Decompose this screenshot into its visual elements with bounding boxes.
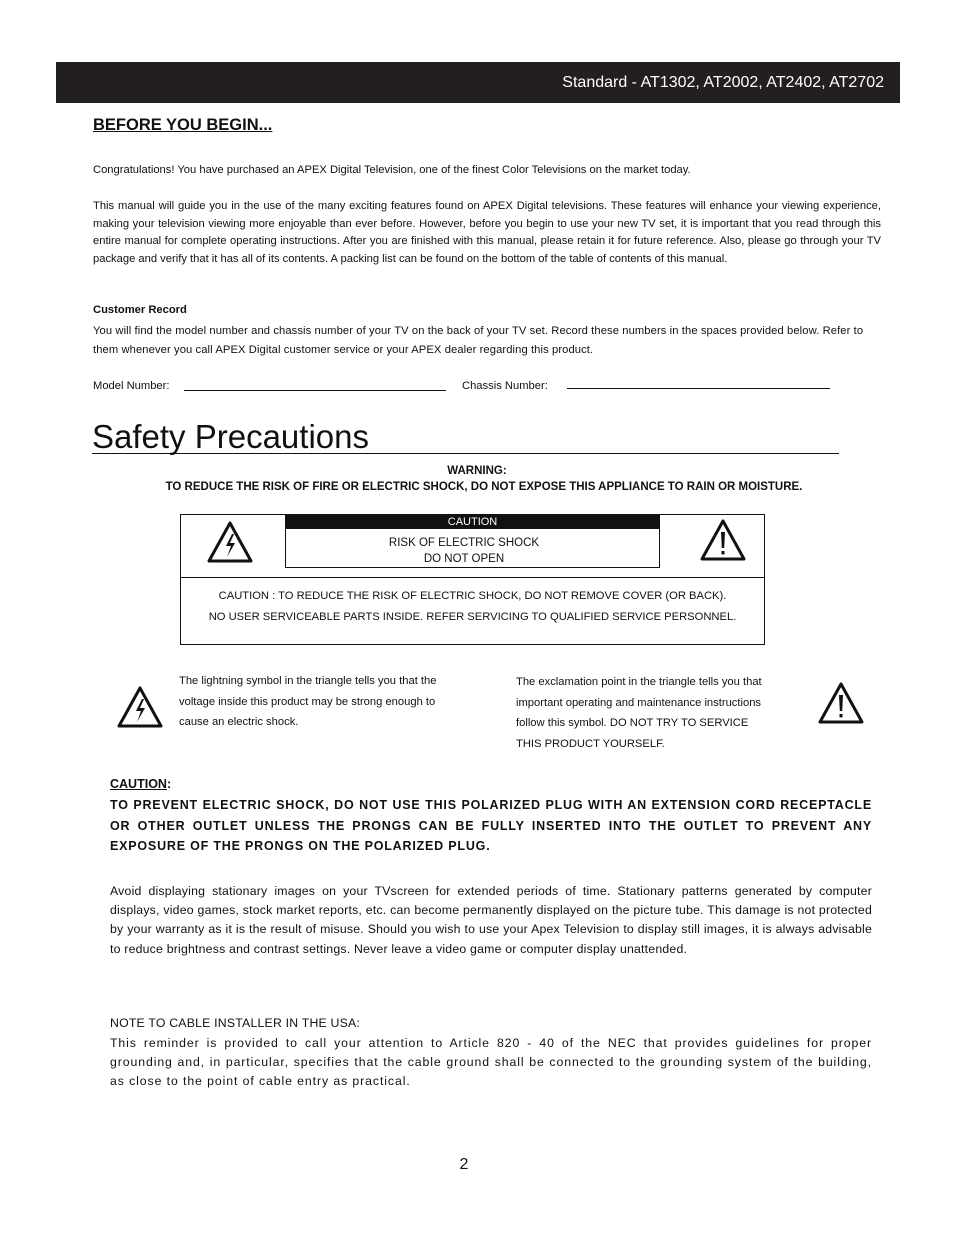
caution-line-1: CAUTION : TO REDUCE THE RISK OF ELECTRIC SHOCK, DO NOT REMOVE COVER (OR BACK). — [218, 590, 727, 602]
caution-line-2: NO USER SERVICEABLE PARTS INSIDE. REFER SERVICING TO QUALIFIED SERVICE PERSONNEL. — [208, 611, 737, 623]
lightning-triangle-icon — [206, 520, 254, 564]
exclamation-triangle-icon — [817, 681, 865, 725]
manual-paragraph: This manual will guide you in the use of the many exciting features found on APEX Digital televisions. These features will enhance your viewing experience, making your television viewing more enjoyable than ever before. However, before you begin to use your new TV set, it is important that you read through this entire manual for complete operating instructions. After you are finished with this manual, please retain it for future reference. Also, please go through your TV package and verify that it has all of its contents. A packing list can be found on the bottom of the table of contents of this manual. — [93, 200, 881, 265]
exclamation-line: The exclamation point in the triangle tells you that — [516, 676, 762, 688]
customer-record-title: Customer Record — [93, 304, 187, 316]
lightning-description — [179, 671, 436, 733]
safety-title-rule — [92, 453, 839, 454]
polarized-plug-caution: TO PREVENT ELECTRIC SHOCK, DO NOT USE THIS POLARIZED PLUG WITH AN EXTENSION CORD RECEPTACLE OR OTHER OUTLET UNLESS THE PRONGS CAN BE FULLY INSERTED INTO THE OUTLET TO PREVENT ANY EXPOSURE OF THE PRONGS ON THE POLARIZED PLUG. — [110, 798, 872, 853]
caution-label-text: CAUTION — [110, 777, 167, 791]
model-number-line[interactable] — [184, 390, 446, 391]
cable-installer-title: NOTE TO CABLE INSTALLER IN THE USA: — [110, 1016, 361, 1030]
warning-text: TO REDUCE THE RISK OF FIRE OR ELECTRIC SHOCK, DO NOT EXPOSE THIS APPLIANCE TO RAIN OR MOISTURE. — [165, 481, 803, 493]
stationary-images-paragraph: Avoid displaying stationary images on your TVscreen for extended periods of time. Stationary patterns generated by computer displays, video games, stock market reports, etc. can become permanently displayed on the picture tube. This damage is not protected by your warranty as it is the result of misuse. Should you wish to use your Apex Television to display still images, it is always advisable to reduce brightness and contrast settings. Never leave a video game or computer display unattended. — [110, 884, 872, 956]
warning-title: WARNING: — [447, 465, 507, 477]
before-heading: BEFORE YOU BEGIN... — [93, 116, 273, 134]
lightning-triangle-icon — [116, 685, 164, 729]
header-title: Standard - AT1302, AT2002, AT2402, AT2702 — [562, 74, 884, 91]
chassis-number-label: Chassis Number: — [462, 380, 548, 392]
customer-record-text: You will find the model number and chassis number of your TV on the back of your TV set. Record these numbers in the spaces provided below. Refer to them whenever you call APEX Digital customer service or your APEX dealer regarding this product. — [93, 325, 864, 356]
lightning-line: The lightning symbol in the triangle tells you that the — [179, 675, 437, 687]
caution-box-divider — [180, 577, 765, 578]
do-not-open-text: DO NOT OPEN — [423, 553, 505, 565]
exclamation-line: important operating and maintenance instructions — [516, 696, 762, 709]
safety-title: Safety Precautions — [92, 418, 369, 455]
model-number-label: Model Number: — [93, 380, 170, 392]
page-number: 2 — [459, 1156, 469, 1173]
intro-paragraph: Congratulations! You have purchased an APEX Digital Television, one of the finest Color Televisions on the market today. — [93, 164, 691, 176]
caution-header: CAUTION — [285, 515, 660, 529]
risk-text: RISK OF ELECTRIC SHOCK — [388, 537, 540, 549]
exclamation-triangle-icon — [699, 518, 747, 562]
cable-installer-paragraph: This reminder is provided to call your attention to Article 820 - 40 of the NEC that provides guidelines for proper grounding and, in particular, specifies that the cable ground shall be connected to the grounding system of the building, as close to the point of cable entry as practical. — [110, 1036, 872, 1089]
exclamation-description — [516, 672, 762, 754]
caution-label-colon: : — [166, 777, 172, 791]
exclamation-line: THIS PRODUCT YOURSELF. — [516, 737, 665, 750]
chassis-number-line[interactable] — [567, 388, 830, 389]
caution-label — [110, 777, 171, 791]
exclamation-line: follow this symbol. DO NOT TRY TO SERVICE — [516, 717, 749, 729]
header-bar — [56, 62, 900, 103]
lightning-line: voltage inside this product may be strong enough to — [179, 695, 436, 708]
lightning-line: cause an electric shock. — [179, 716, 299, 728]
